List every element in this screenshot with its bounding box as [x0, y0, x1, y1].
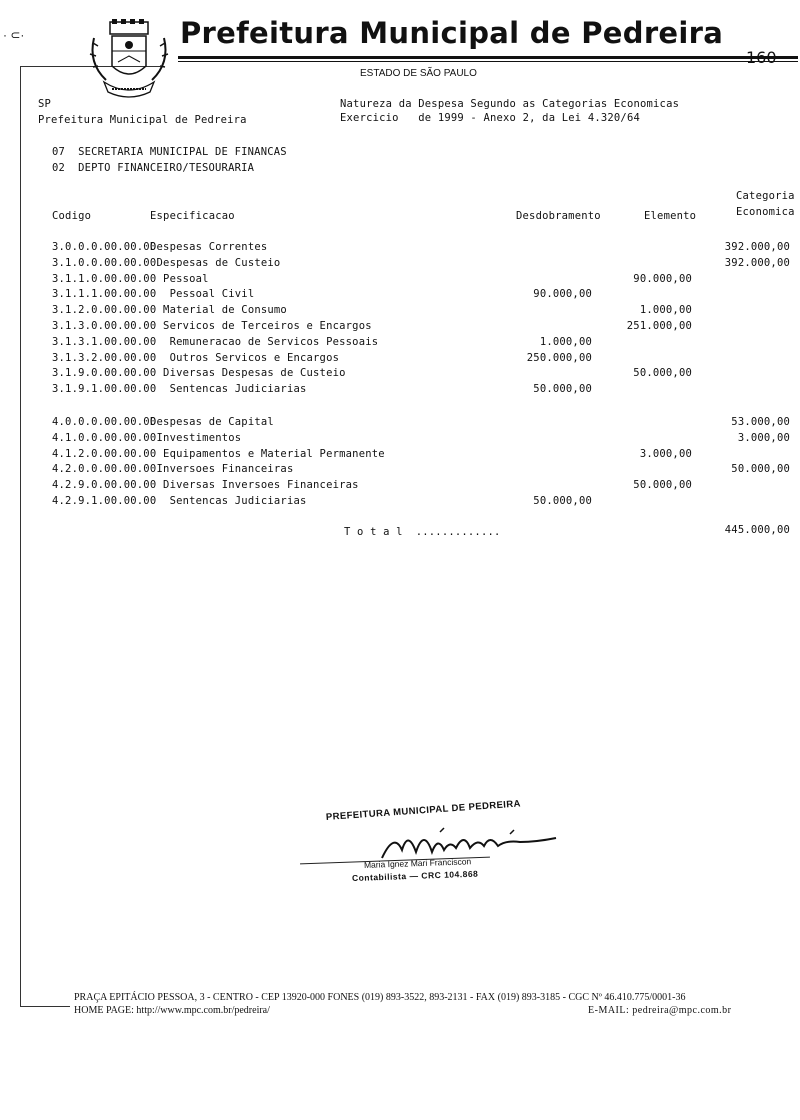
row-categoria: 392.000,00 [724, 241, 790, 253]
row-specification: Sentencas Judiciarias [150, 495, 307, 507]
row-categoria: 50.000,00 [731, 463, 790, 476]
uf-label: SP [38, 98, 52, 110]
row-specification: Diversas Despesas de Custeio [150, 367, 346, 380]
org-unit: 07 SECRETARIA MUNICIPAL DE FINANCAS [52, 146, 287, 158]
col-header-elemento: Elemento [644, 210, 697, 222]
row-elemento: 1.000,00 [639, 304, 692, 317]
row-specification: Material de Consumo [150, 304, 287, 317]
row-code: 3.1.9.0.00.00.00 [52, 367, 157, 380]
state-label: ESTADO DE SÃO PAULO [360, 68, 477, 79]
row-code: 3.1.1.1.00.00.00 [52, 288, 157, 301]
col-header-spec: Especificacao [150, 210, 235, 222]
sub-unit: 02 DEPTO FINANCEIRO/TESOURARIA [52, 162, 255, 174]
row-elemento: 3.000,00 [639, 447, 692, 460]
row-specification: Servicos de Terceiros e Encargos [150, 320, 372, 332]
stamp-name: Maria Ignez Mari Franciscon [363, 856, 472, 870]
row-specification: Remuneracao de Servicos Pessoais [150, 335, 379, 348]
row-code: 3.1.3.0.00.00.00 [52, 320, 157, 332]
stamp-org: PREFEITURA MUNICIPAL DE PEDREIRA [325, 798, 522, 823]
row-categoria: 3.000,00 [737, 431, 790, 444]
row-desdobramento: 250.000,00 [526, 351, 592, 364]
row-desdobramento: 50.000,00 [533, 495, 592, 507]
row-code: 3.1.0.0.00.00.00 [52, 256, 157, 269]
row-code: 4.2.9.0.00.00.00 [52, 479, 157, 492]
coat-of-arms-icon [84, 18, 174, 102]
entity-name: Prefeitura Municipal de Pedreira [38, 114, 247, 126]
col-header-code: Codigo [52, 210, 92, 222]
footer-address: PRAÇA EPITÁCIO PESSOA, 3 - CENTRO - CEP 13920-000 FONES (019) 893-3522, 893-2131 - FAX (019) 893-3185 - CGC Nº 46.410.775/0001-36 [74, 992, 686, 1003]
row-specification: Despesas de Custeio [150, 256, 281, 269]
row-elemento: 251.000,00 [626, 320, 692, 332]
row-code: 3.1.3.2.00.00.00 [52, 351, 157, 364]
margin-line-bottom [20, 1006, 70, 1007]
row-categoria: 392.000,00 [724, 256, 790, 269]
row-specification: Equipamentos e Material Permanente [150, 447, 385, 460]
row-specification: Sentencas Judiciarias [150, 383, 307, 396]
row-specification: Despesas Correntes [150, 241, 268, 253]
row-elemento: 50.000,00 [633, 479, 692, 492]
margin-line [20, 66, 21, 1006]
row-desdobramento: 90.000,00 [533, 288, 592, 301]
row-code: 4.2.9.1.00.00.00 [52, 495, 157, 507]
col-header-economica: Economica [736, 206, 795, 218]
row-categoria: 53.000,00 [731, 416, 790, 428]
col-header-categoria: Categoria [736, 190, 795, 202]
row-specification: Outros Servicos e Encargos [150, 351, 340, 364]
row-code: 4.0.0.0.00.00.00 [52, 416, 157, 428]
row-code: 4.1.0.0.00.00.00 [52, 431, 157, 444]
row-code: 3.1.1.0.00.00.00 [52, 272, 157, 285]
total-value: 445.000,00 [724, 524, 790, 536]
row-desdobramento: 50.000,00 [533, 383, 592, 396]
row-code: 3.1.3.1.00.00.00 [52, 335, 157, 348]
report-subtitle: Exercicio de 1999 - Anexo 2, da Lei 4.320/64 [340, 112, 640, 124]
row-code: 3.0.0.0.00.00.00 [52, 241, 157, 253]
row-code: 3.1.2.0.00.00.00 [52, 304, 157, 317]
col-header-desdobramento: Desdobramento [516, 210, 601, 222]
header-rule-thin [178, 61, 798, 62]
header-rule [178, 56, 798, 59]
row-specification: Pessoal Civil [150, 288, 255, 301]
footer-homepage: HOME PAGE: http://www.mpc.com.br/pedreira/ [74, 1005, 270, 1016]
row-desdobramento: 1.000,00 [539, 335, 592, 348]
row-specification: Pessoal [150, 272, 209, 285]
row-elemento: 50.000,00 [633, 367, 692, 380]
page-title: Prefeitura Municipal de Pedreira [180, 16, 724, 50]
row-code: 3.1.9.1.00.00.00 [52, 383, 157, 396]
row-specification: Diversas Inversoes Financeiras [150, 479, 359, 492]
total-label: T o t a l ............. [344, 526, 501, 538]
row-code: 4.2.0.0.00.00.00 [52, 463, 157, 476]
scan-mark: · ⊂· [3, 28, 25, 42]
page-number: 160 [746, 48, 777, 67]
footer-email: E-MAIL: pedreira@mpc.com.br [588, 1005, 732, 1016]
row-specification: Investimentos [150, 431, 242, 444]
row-elemento: 90.000,00 [633, 272, 692, 285]
row-code: 4.1.2.0.00.00.00 [52, 447, 157, 460]
row-specification: Inversoes Financeiras [150, 463, 294, 476]
report-title: Natureza da Despesa Segundo as Categorias Economicas [340, 98, 680, 110]
row-specification: Despesas de Capital [150, 416, 274, 428]
stamp-role: Contabilista — CRC 104.868 [351, 868, 479, 883]
